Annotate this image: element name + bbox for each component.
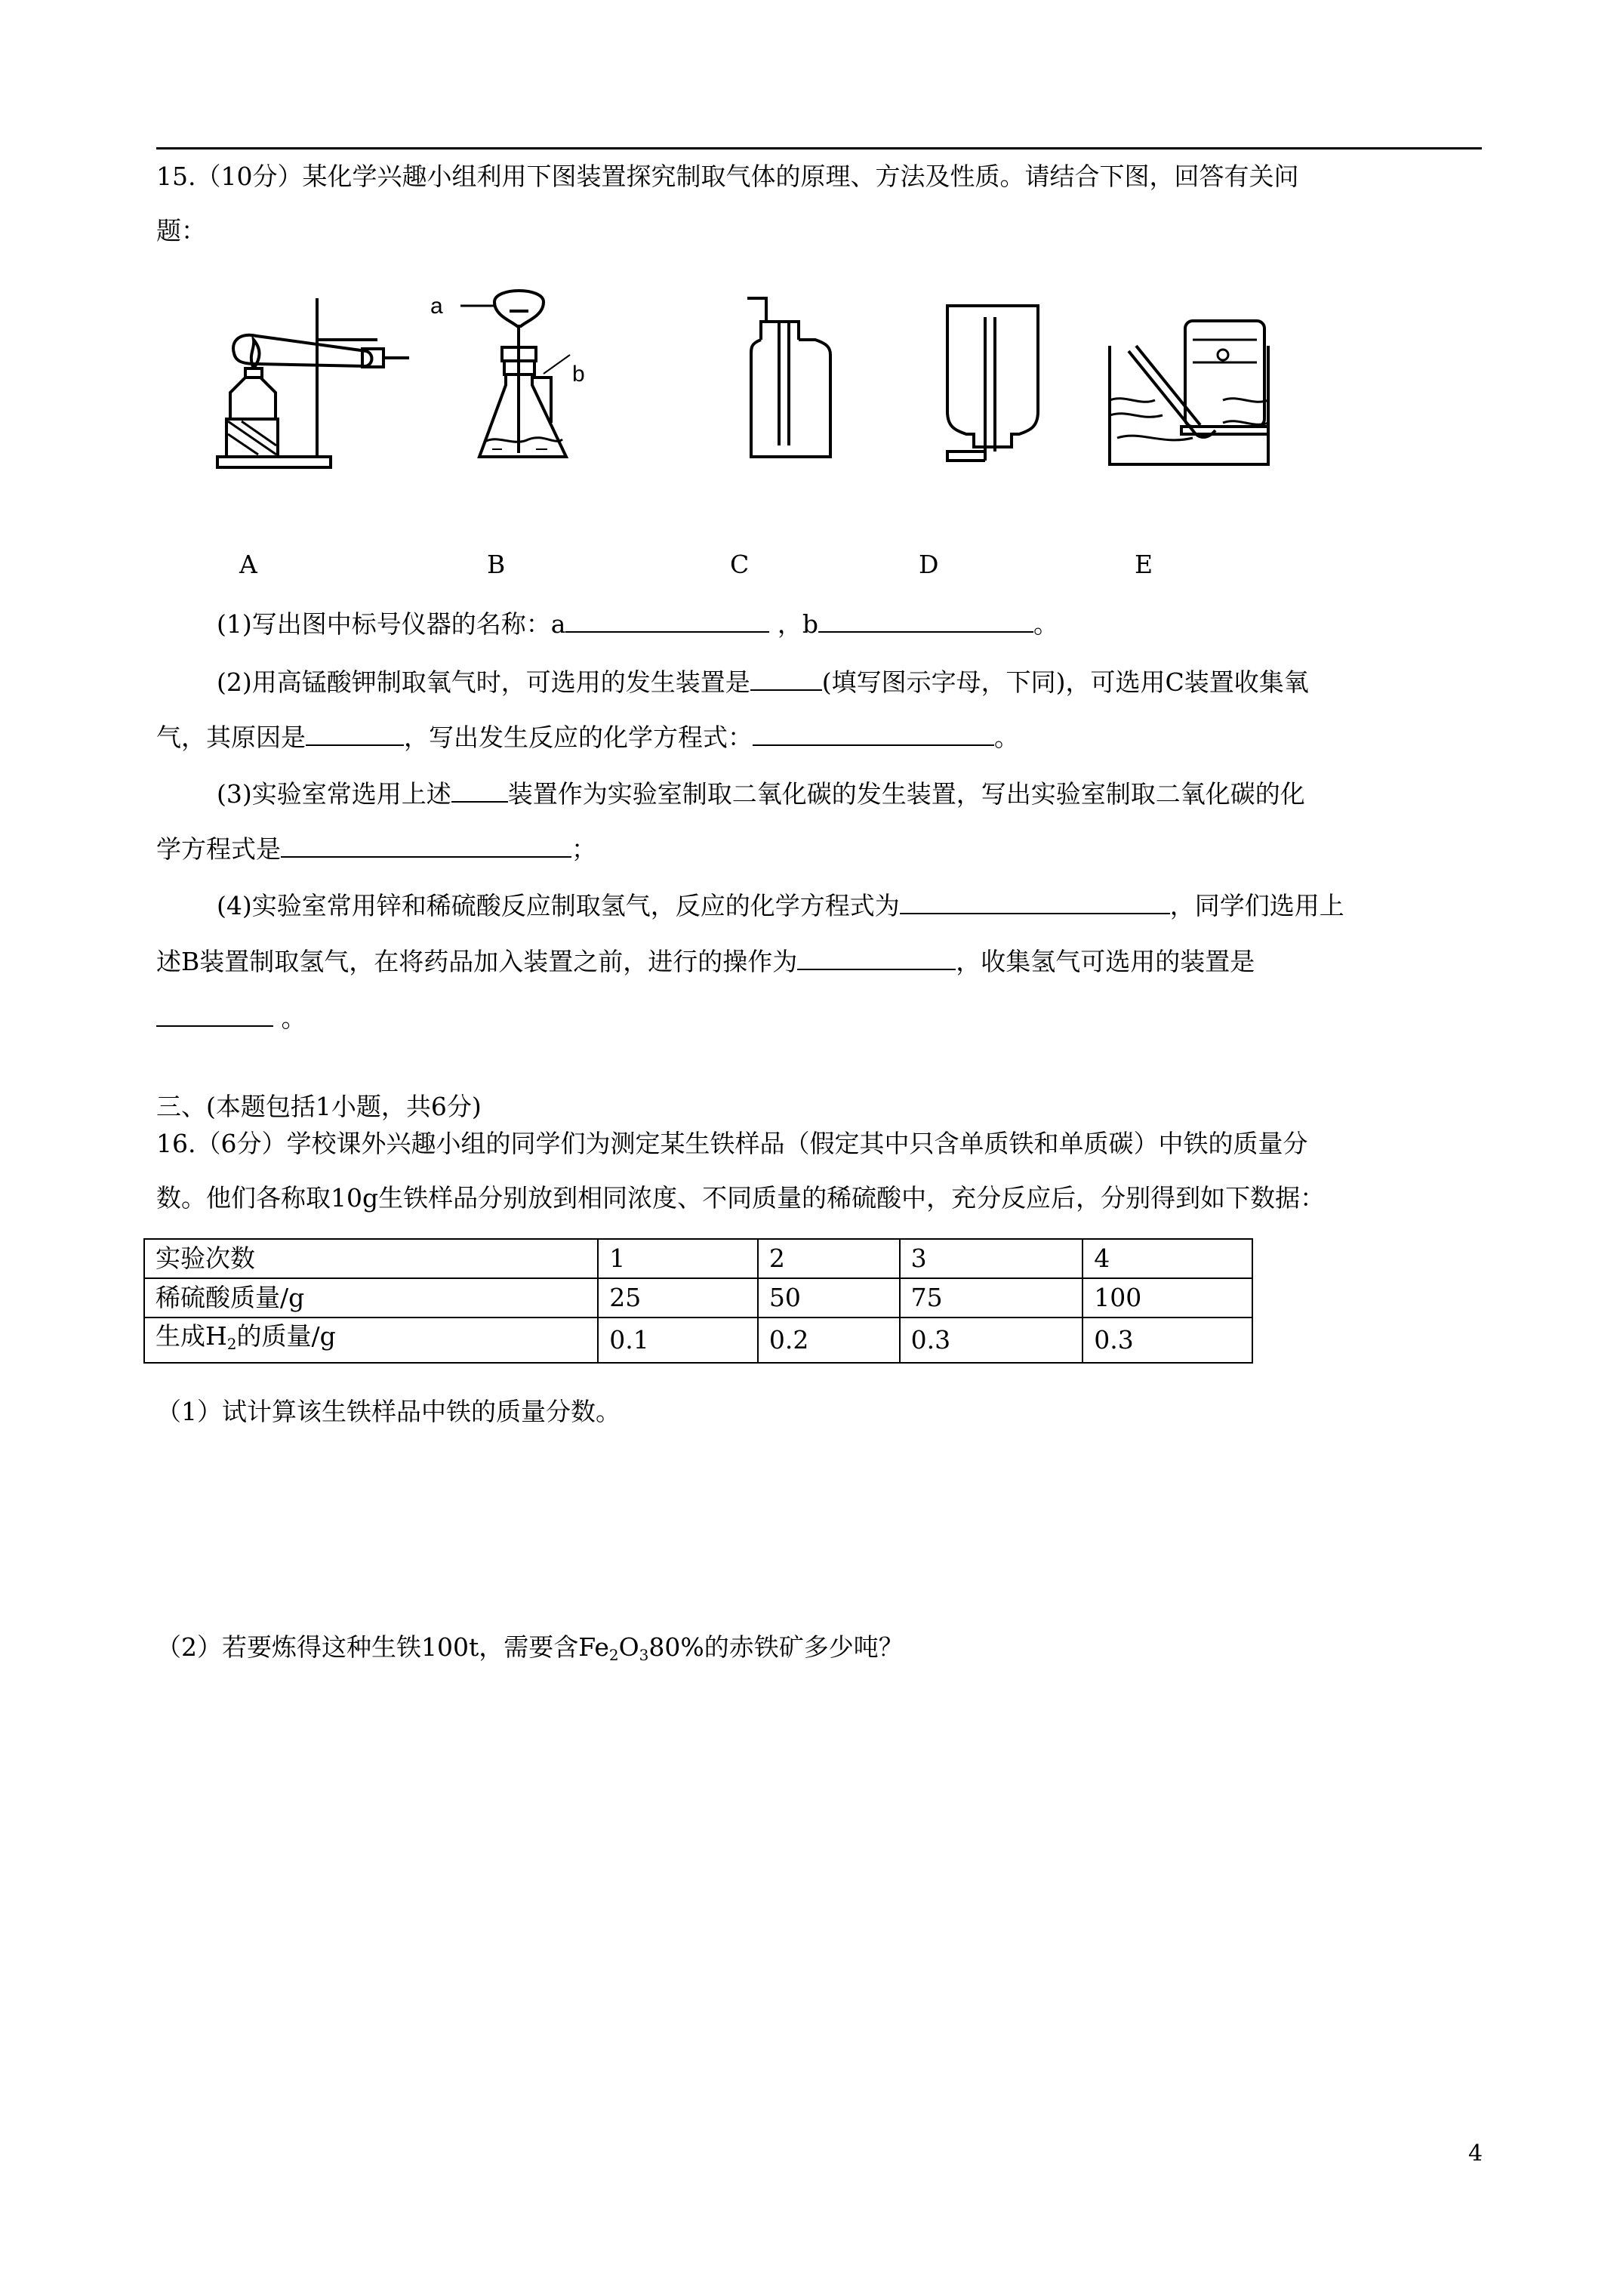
table-cell: 稀硫酸质量/g [144, 1278, 598, 1318]
table-cell: 实验次数 [144, 1239, 598, 1278]
q15-part2-line2 [156, 721, 1019, 754]
q16-sub2-mid: O [618, 1632, 639, 1662]
header-rule [156, 147, 1482, 149]
q15-part3-line2 [156, 833, 596, 866]
q15-stem-line1: 15.（10分）某化学兴趣小组利用下图装置探究制取气体的原理、方法及性质。请结合下图，回答有关问 [156, 162, 1299, 191]
q15-part4-end: 。 [273, 1003, 306, 1033]
q15-part4-line2 [156, 945, 1255, 978]
q16-stem-line2: 数。他们各称取10g生铁样品分别放到相同浓度、不同质量的稀硫酸中，充分反应后，分别得到如下数据： [156, 1183, 1326, 1213]
q15-part3-end: ； [571, 834, 596, 864]
q16-stem-line1: 16.（6分）学校课外兴趣小组的同学们为测定某生铁样品（假定其中只含单质铁和单质碳）中铁的质量分 [156, 1129, 1308, 1158]
table-cell: 2 [758, 1239, 900, 1278]
q15-stem-line2: 题： [156, 216, 206, 245]
q15-part3-text-c: 学方程式是 [156, 834, 281, 864]
q15-part2-text-a: (2)用高锰酸钾制取氧气时，可选用的发生装置是 [217, 667, 750, 697]
q15-part4-line1 [217, 889, 1344, 923]
q15-part4-text-b: ，同学们选用上 [1169, 891, 1344, 920]
q16-sub2 [156, 1631, 904, 1672]
q15-part4-line3 [156, 1002, 306, 1035]
table-cell: 50 [758, 1278, 900, 1318]
caption-e: E [1135, 550, 1153, 579]
apparatus-b-drawing [460, 291, 570, 457]
blank-o2-generator[interactable] [750, 667, 822, 691]
q15-part4-text-a: (4)实验室常用锌和稀硫酸反应制取氢气，反应的化学方程式为 [217, 891, 900, 920]
blank-a-name[interactable] [565, 609, 769, 633]
q15-part1-text-a: (1)写出图中标号仪器的名称：a [217, 609, 566, 639]
q15-part3-line1 [217, 778, 1305, 811]
table-cell: 0.2 [758, 1318, 900, 1363]
table-cell [144, 1318, 598, 1363]
apparatus-figure [211, 279, 1283, 483]
page-number: 4 [1468, 2140, 1483, 2167]
q15-part2-text-b: (填写图示字母，下同)，可选用C装置收集氧 [821, 667, 1309, 697]
table-row [144, 1318, 1252, 1363]
q16-sub2-sub-b: 3 [639, 1646, 649, 1664]
h2-label-post: 的质量/g [236, 1321, 336, 1351]
blank-o2-equation[interactable] [753, 722, 994, 746]
q15-part2-end: 。 [994, 723, 1019, 752]
q15-part1 [217, 608, 1058, 641]
label-b: b [572, 362, 585, 387]
q16-sub1: （1）试计算该生铁样品中铁的质量分数。 [156, 1397, 621, 1426]
apparatus-e-drawing [1110, 321, 1268, 464]
blank-o2-reason[interactable] [306, 722, 404, 746]
blank-h2-collector[interactable] [156, 1003, 273, 1027]
q15-part4-text-d: ，收集氢气可选用的装置是 [956, 947, 1255, 976]
table-cell: 100 [1083, 1278, 1252, 1318]
q16-sub2-post: 80%的赤铁矿多少吨？ [648, 1632, 904, 1662]
table-cell: 0.1 [598, 1318, 758, 1363]
q15-part4-text-c: 述B装置制取氢气，在将药品加入装置之前，进行的操作为 [156, 947, 798, 976]
table-cell: 3 [900, 1239, 1083, 1278]
h2-label-sub: 2 [226, 1335, 237, 1353]
q15-part2-text-d: ，写出发生反应的化学方程式： [404, 723, 753, 752]
caption-d: D [919, 550, 939, 579]
apparatus-c-drawing [747, 298, 830, 457]
table-cell: 0.3 [900, 1318, 1083, 1363]
apparatus-d-drawing [947, 306, 1038, 461]
q15-part2-text-c: 气，其原因是 [156, 723, 306, 752]
q16-sub2-pre: （2）若要炼得这种生铁100t，需要含Fe [156, 1632, 609, 1662]
q15-part3-text-b: 装置作为实验室制取二氧化碳的发生装置，写出实验室制取二氧化碳的化 [507, 779, 1305, 809]
caption-c: C [730, 550, 750, 579]
blank-h2-equation[interactable] [900, 890, 1170, 914]
blank-co2-generator[interactable] [451, 778, 508, 803]
table-cell: 25 [598, 1278, 758, 1318]
caption-b: B [487, 550, 506, 579]
label-a: a [430, 294, 443, 319]
blank-co2-equation[interactable] [281, 834, 571, 858]
table-cell: 0.3 [1083, 1318, 1252, 1363]
table-row [144, 1239, 1252, 1278]
caption-a: A [239, 550, 257, 579]
q15-part3-text-a: (3)实验室常选用上述 [217, 779, 451, 809]
section3-title: 三、(本题包括1小题，共6分) [156, 1092, 482, 1121]
q15-part1-end: 。 [1033, 609, 1059, 639]
apparatus-a-drawing [217, 298, 409, 467]
data-table [143, 1238, 1253, 1364]
table-cell: 75 [900, 1278, 1083, 1318]
blank-h2-operation[interactable] [797, 946, 956, 970]
q15-part2-line1 [217, 666, 1309, 699]
table-cell: 4 [1083, 1239, 1252, 1278]
table-cell: 1 [598, 1239, 758, 1278]
table-row [144, 1278, 1252, 1318]
q16-sub2-sub-a: 2 [608, 1646, 619, 1664]
q15-part1-text-b: ，b [769, 609, 819, 639]
h2-label-pre: 生成H [156, 1321, 227, 1351]
blank-b-name[interactable] [818, 609, 1033, 633]
